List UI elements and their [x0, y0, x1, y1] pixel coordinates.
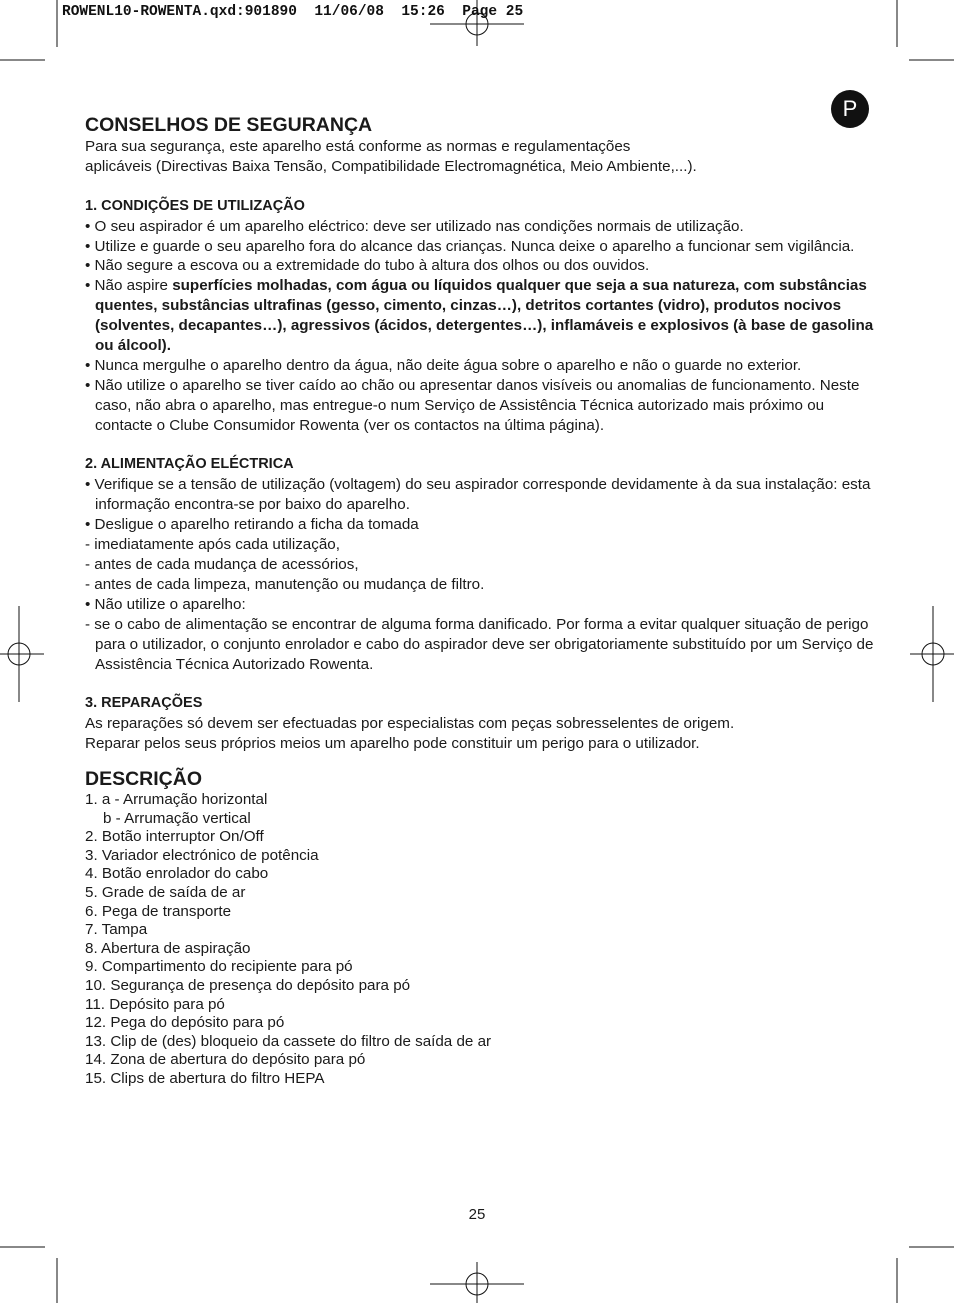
list-item: - antes de cada limpeza, manutenção ou mudança de filtro. [85, 575, 485, 593]
list-item: 11. Depósito para pó [85, 995, 225, 1013]
section-heading-power: 2. ALIMENTAÇÃO ELÉCTRICA [85, 456, 294, 473]
file-info-header: ROWENL10-ROWENTA.qxd:901890 11/06/08 15:26 Page 25 [62, 4, 524, 20]
list-item: 9. Compartimento do recipiente para pó [85, 958, 353, 976]
page-number: 25 [468, 1206, 486, 1223]
list-item: 4. Botão enrolador do cabo [85, 865, 269, 883]
safety-intro-line1: Para sua segurança, este aparelho está conforme as normas e regulamentações [85, 138, 631, 155]
list-item: - imediatamente após cada utilização, [85, 536, 340, 554]
language-badge: P [831, 90, 869, 128]
list-item: 5. Grade de saída de ar [85, 884, 246, 902]
safety-title: CONSELHOS DE SEGURANÇA [85, 114, 373, 136]
list-item: 6. Pega de transporte [85, 902, 232, 920]
list-item: - se o cabo de alimentação se encontrar de alguma forma danificado. Por forma a evitar qualquer situação de perigo para o utilizador, o conjunto enrolador e cabo do aspirador deve ser obrigatoriamente substituído por um Serviço de Assistência Técnica Autorizado Rowenta. [85, 615, 874, 673]
usage-list [85, 217, 875, 436]
list-item: • Não utilize o aparelho se tiver caído ao chão ou apresentar danos visíveis ou anomalias de funcionamento. Neste caso, não abra o aparelho, mas entregue-o num Serviço de Assistência Técnica autorizado mais próximo ou contacte o Clube Consumidor Rowenta (ver os contactos na última página). [85, 376, 860, 434]
repairs-line2: Reparar pelos seus próprios meios um aparelho pode constituir um perigo para o utilizador. [85, 735, 700, 753]
page-content [85, 114, 875, 1089]
list-item: 12. Pega do depósito para pó [85, 1014, 285, 1032]
repairs-line1: As reparações só devem ser efectuadas por especialistas com peças sobresselentes de origem. [85, 715, 735, 733]
list-item: 3. Variador electrónico de potência [85, 846, 319, 864]
description-title: DESCRIÇÃO [85, 768, 203, 791]
list-item-prefix: • Não aspire [85, 277, 173, 295]
list-item: 8. Abertura de aspiração [85, 939, 251, 957]
section-heading-repairs: 3. REPARAÇÕES [85, 695, 203, 712]
list-item: 15. Clips de abertura do filtro HEPA [85, 1069, 325, 1087]
list-item: 14. Zona de abertura do depósito para pó [85, 1051, 366, 1069]
list-item: • Nunca mergulhe o aparelho dentro da água, não deite água sobre o aparelho e não o guarde no exterior. [85, 356, 802, 374]
list-item: 10. Segurança de presença do depósito para pó [85, 976, 411, 994]
list-item [85, 276, 875, 356]
safety-intro-line2: aplicáveis (Directivas Baixa Tensão, Compatibilidade Electromagnética, Meio Ambiente,...). [85, 157, 697, 175]
list-item: • Utilize e guarde o seu aparelho fora do alcance das crianças. Nunca deixe o aparelho a funcionar sem vigilância. [85, 237, 855, 255]
list-item: • Verifique se a tensão de utilização (voltagem) do seu aspirador corresponde devidamente à da sua instalação: esta informação encontra-se por baixo do aparelho. [85, 476, 871, 514]
list-item: • Não segure a escova ou a extremidade do tubo à altura dos olhos ou dos ouvidos. [85, 257, 650, 275]
list-item: b - Arrumação vertical [103, 809, 251, 827]
list-item: • O seu aspirador é um aparelho eléctrico: deve ser utilizado nas condições normais de utilização. [85, 217, 744, 235]
list-item: 13. Clip de (des) bloqueio da cassete do filtro de saída de ar [85, 1032, 492, 1050]
list-item: • Não utilize o aparelho: [85, 595, 246, 613]
list-item: - antes de cada mudança de acessórios, [85, 556, 359, 573]
list-item: 1. a - Arrumação horizontal [85, 791, 268, 809]
section-heading-usage: 1. CONDIÇÕES DE UTILIZAÇÃO [85, 197, 305, 214]
list-item: 7. Tampa [85, 921, 148, 939]
list-item-bold-text: superfícies molhadas, com água ou líquidos qualquer que seja a sua natureza, com substâncias quentes, substâncias ultrafinas (gesso, cimento, cinzas…), detritos cortantes (vidro), produtos nocivos (solventes, decapantes…), agressivos (ácidos, detergentes…), inflamáveis e explosivos (à base de gasolina ou álcool). [95, 277, 874, 355]
power-list [85, 475, 875, 674]
list-item: • Desligue o aparelho retirando a ficha da tomada [85, 516, 419, 534]
description-list [85, 791, 875, 1089]
list-item: 2. Botão interruptor On/Off [85, 828, 264, 846]
